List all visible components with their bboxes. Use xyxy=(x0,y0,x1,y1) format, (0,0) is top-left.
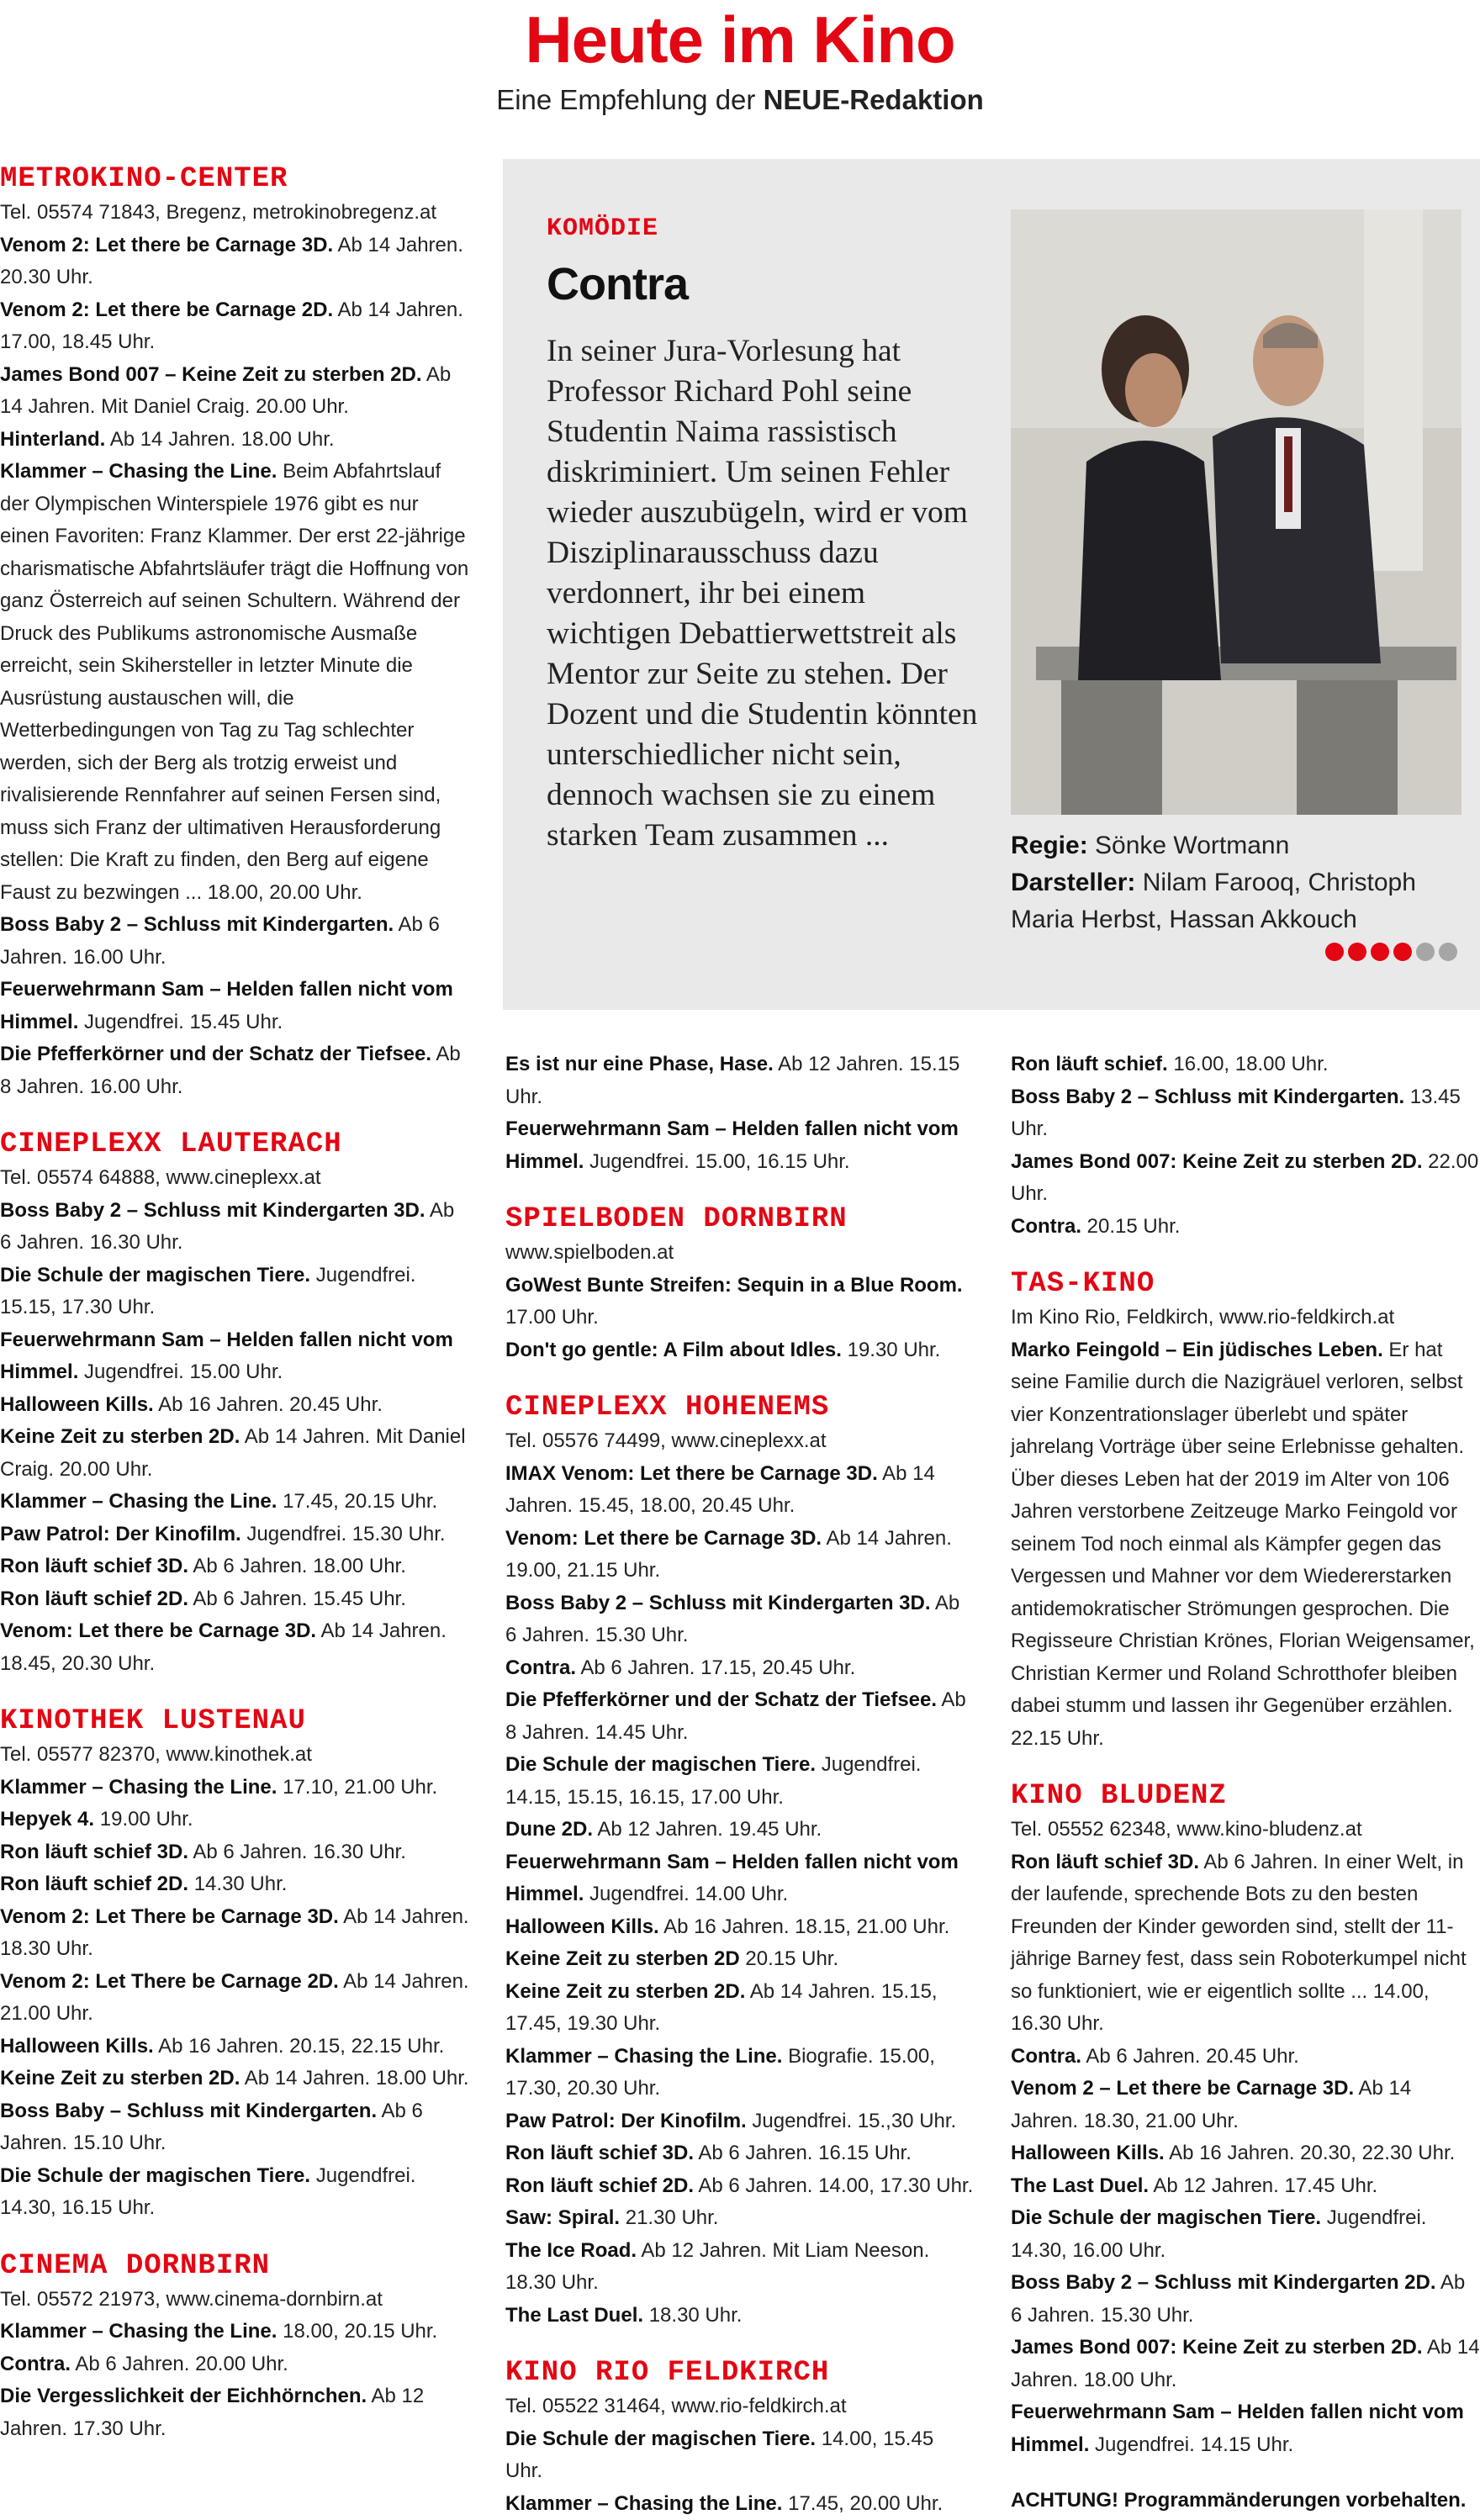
showtime-list xyxy=(1011,1846,1480,2462)
film-details: Ab 6 Jahren. 18.00 Uhr. xyxy=(188,1555,406,1577)
showtime-entry xyxy=(0,1966,469,2031)
showtime-entry xyxy=(0,2380,469,2445)
director-name: Sönke Wortmann xyxy=(1095,832,1289,859)
film-title: Paw Patrol: Der Kinofilm. xyxy=(0,1523,241,1545)
film-title: Die Pfefferkörner und der Schatz der Tiefsee. xyxy=(505,1688,937,1711)
showtime-list xyxy=(505,2423,975,2520)
rating-dot-filled xyxy=(1393,943,1412,961)
film-title: Die Schule der magischen Tiere. xyxy=(0,2164,310,2187)
film-details: Ab 14 Jahren. 18.00 Uhr. xyxy=(1011,2336,1480,2391)
cinema-contact: Tel. 05572 21973, www.cinema-dornbirn.at xyxy=(0,2284,469,2317)
film-title: The Last Duel. xyxy=(505,2304,643,2327)
feature-recommendation xyxy=(503,159,1480,1010)
film-details: Ab 12 Jahren. 19.45 Uhr. xyxy=(593,1818,822,1841)
showtime-entry xyxy=(505,1911,975,1944)
film-still-photo xyxy=(1011,209,1462,815)
film-details: Ab 8 Jahren. 16.00 Uhr. xyxy=(0,1043,461,1098)
showtime-entry xyxy=(0,2348,469,2381)
cinema-tas-kino xyxy=(1011,1266,1480,1755)
footer-notice-text: ACHTUNG! Programmänderungen vorbehalten. xyxy=(1011,2489,1466,2512)
film-title: Ron läuft schief 2D. xyxy=(0,1873,188,1895)
cinema-continued-list xyxy=(1011,1049,1480,1243)
showtime-entry xyxy=(0,1868,469,1901)
film-details: Ab 6 Jahren. 16.00 Uhr. xyxy=(0,913,440,969)
feature-film-title: Contra xyxy=(547,258,688,310)
film-title: Ron läuft schief. xyxy=(1011,1053,1168,1075)
showtime-entry xyxy=(1011,2170,1480,2203)
film-details: Jugendfrei. 14.30, 16.15 Uhr. xyxy=(0,2164,415,2220)
cast-label: Darsteller: xyxy=(1011,869,1135,896)
film-title: Die Vergesslichkeit der Eichhörnchen. xyxy=(0,2385,367,2407)
film-details: Ab 14 Jahren. 18.45, 20.30 Uhr. xyxy=(0,1619,447,1675)
film-title: Dune 2D. xyxy=(505,1818,593,1841)
showtime-entry xyxy=(505,2423,975,2488)
film-title: Venom 2 – Let there be Carnage 3D. xyxy=(1011,2077,1354,2100)
film-title: Keine Zeit zu sterben 2D xyxy=(505,1947,740,1970)
film-title: Die Schule der magischen Tiere. xyxy=(505,1753,816,1776)
showtime-entry xyxy=(505,1588,975,1652)
cinema-contact: Tel. 05552 62348, www.kino-bludenz.at xyxy=(1011,1814,1480,1846)
film-details: Ab 6 Jahren. 15.30 Uhr. xyxy=(1011,2271,1465,2327)
film-title: Boss Baby 2 – Schluss mit Kindergarten 3D. xyxy=(0,1199,426,1222)
showtime-list xyxy=(0,230,469,1104)
showtime-entry xyxy=(505,1113,975,1178)
film-details: Ab 14 Jahren. 21.00 Uhr. xyxy=(0,1970,469,2026)
film-title: Ron läuft schief 3D. xyxy=(1011,1851,1199,1873)
showtime-entry xyxy=(0,1195,469,1260)
cinema-name: KINOTHEK LUSTENAU xyxy=(0,1704,469,1739)
cinema-kino-bludenz xyxy=(1011,1778,1480,2461)
showtime-entry xyxy=(1011,2332,1480,2396)
cinema-spielboden-dornbirn xyxy=(505,1202,975,1366)
film-details: Ab 14 Jahren. 15.45, 18.00, 20.45 Uhr. xyxy=(505,1462,935,1518)
film-details: Jugendfrei. 15.45 Uhr. xyxy=(78,1011,283,1033)
showtime-entry xyxy=(0,1519,469,1551)
showtime-entry xyxy=(0,1260,469,1324)
film-details: Ab 6 Jahren. In einer Welt, in der laufende, sprechende Bots zu den besten Freunden der Kinder geworden sind, stellt der 11-jährige Barney fest, dass sein Roboterkumpel nicht so funktioniert, wie er eigentlich sollte ... 14.00, 16.30 Uhr. xyxy=(1011,1851,1467,2036)
page-subtitle xyxy=(0,84,1480,116)
film-title: Halloween Kills. xyxy=(1011,2142,1165,2164)
film-details: 19.30 Uhr. xyxy=(842,1339,940,1361)
cinema-name: CINEPLEXX HOHENEMS xyxy=(505,1390,975,1425)
showtime-entry xyxy=(505,1049,975,1113)
film-details: Ab 16 Jahren. 20.45 Uhr. xyxy=(154,1393,383,1416)
showtime-entry xyxy=(505,1684,975,1749)
showtime-entry xyxy=(505,1814,975,1846)
showtime-entry xyxy=(505,2137,975,2170)
cinema-contact: Im Kino Rio, Feldkirch, www.rio-feldkirch.at xyxy=(1011,1302,1480,1334)
film-details: Ab 16 Jahren. 20.15, 22.15 Uhr. xyxy=(154,2035,445,2058)
showtime-list xyxy=(505,1270,975,1367)
film-details: Ab 6 Jahren. 15.30 Uhr. xyxy=(505,1592,959,1647)
cinema-kinothek-lustenau xyxy=(0,1704,469,2225)
film-title: Feuerwehrmann Sam – Helden fallen nicht vom Himmel. xyxy=(1011,2401,1464,2456)
showtime-list xyxy=(0,1195,469,1681)
showtime-entry xyxy=(0,1772,469,1804)
film-title: Ron läuft schief 3D. xyxy=(0,1841,188,1863)
showtime-entry xyxy=(1011,1146,1480,1211)
cinema-contact: Tel. 05574 64888, www.cineplexx.at xyxy=(0,1162,469,1195)
film-details: Beim Abfahrtslauf der Olympischen Winterspiele 1976 gibt es nur einen Favoriten: Franz Klammer. Der erst 22-jährige charismatische Abfahrtsläufer trägt die Hoffnung von ganz Österreich auf seinen Schultern. Während der Druck des Publikums astronomische Ausmaße erreicht, sein Skihersteller in letzter Minute die Ausrüstung austauschen will, die Wetterbedingungen von Tag zu Tag schlechter werden, sich der Berg als trotzig erweist und rivalisierende Rennfahrer auf seinen Fersen sind, muss sich Franz der ultimativen Herausforderung stellen: Die Kraft zu finden, den Berg auf eigene Faust zu bezwingen ... 18.00, 20.00 Uhr. xyxy=(0,460,468,904)
cinema-name: TAS-KINO xyxy=(1011,1266,1480,1302)
showtime-entry xyxy=(0,1836,469,1869)
cinema-name: CINEMA DORNBIRN xyxy=(0,2248,469,2284)
film-title: James Bond 007: Keine Zeit zu sterben 2D. xyxy=(1011,1150,1422,1173)
film-details: Jugendfrei. 14.30, 16.00 Uhr. xyxy=(1011,2206,1426,2262)
film-title: Boss Baby 2 – Schluss mit Kindergarten. xyxy=(0,913,394,936)
film-title: Marko Feingold – Ein jüdisches Leben. xyxy=(1011,1339,1383,1361)
film-details: Ab 14 Jahren. 18.30, 21.00 Uhr. xyxy=(1011,2077,1411,2132)
rating-dot-empty xyxy=(1439,943,1457,961)
film-details: 14.00, 15.45 Uhr. xyxy=(505,2428,933,2483)
showtime-entry xyxy=(0,1551,469,1583)
subtitle-prefix: Eine Empfehlung der xyxy=(496,84,755,115)
film-details: 13.45 Uhr. xyxy=(1011,1086,1461,1141)
feature-synopsis: In seiner Jura-Vorlesung hat Professor Richard Pohl seine Studentin Naima rassistisch diskriminiert. Um seinen Fehler wieder auszubügeln, wird er vom Disziplinarausschuss dazu verdonnert, ihr bei einem wichtigen Debattierwettstreit als Mentor zur Seite zu stehen. Der Dozent und die Studentin könnten unterschiedlicher nicht sein, dennoch wachsen sie zu einem starken Team zusammen ... xyxy=(547,331,984,856)
showtime-entry xyxy=(0,359,469,424)
showtime-entry xyxy=(0,2063,469,2095)
showtime-entry xyxy=(1011,1334,1480,1756)
film-title: Klammer – Chasing the Line. xyxy=(0,1776,277,1799)
showtime-list xyxy=(505,1049,975,1178)
film-title: Es ist nur eine Phase, Hase. xyxy=(505,1053,774,1075)
showtime-entry xyxy=(1011,2202,1480,2267)
film-details: Ab 14 Jahren. 15.15, 17.45, 19.30 Uhr. xyxy=(505,1980,938,2036)
showtime-entry xyxy=(0,2316,469,2348)
film-details: 17.00 Uhr. xyxy=(505,1306,599,1329)
showtime-entry xyxy=(505,1943,975,1976)
film-details: 17.45, 20.00 Uhr. xyxy=(782,2492,943,2515)
film-title: Klammer – Chasing the Line. xyxy=(0,2320,277,2343)
rating-dot-filled xyxy=(1371,943,1389,961)
subtitle-brand: NEUE-Redaktion xyxy=(764,84,984,115)
film-title: Keine Zeit zu sterben 2D. xyxy=(0,1425,240,1448)
showtime-entry xyxy=(1011,2137,1480,2170)
film-title: Boss Baby 2 – Schluss mit Kindergarten 2D. xyxy=(1011,2271,1436,2294)
film-details: Er hat seine Familie durch die Nazigräuel verloren, selbst vier Konzentrationslager überlebt und später jahrelang Vorträge über seine Erlebnisse gehalten. Über dieses Leben hat der 2019 im Alter von 106 Jahren verstorbene Zeitzeuge Marko Feingold vor seinem Tod noch einmal als Kämpfer gegen das Vergessen und Mahner vor dem Wiedererstarken antidemokratischer Strömungen gesprochen. Die Regisseure Christian Krönes, Florian Weigensamer, Christian Kermer und Roland Schrotthofer bleiben dabei stumm und lassen ihr Gegenüber erzählen. 22.15 Uhr. xyxy=(1011,1339,1475,1750)
showtime-entry xyxy=(0,1901,469,1966)
showtime-entry xyxy=(1011,1211,1480,1244)
showtime-entry xyxy=(0,456,469,909)
film-details: Ab 12 Jahren. 17.45 Uhr. xyxy=(1149,2174,1377,2197)
film-title: Venom 2: Let There be Carnage 2D. xyxy=(0,1970,339,1993)
column-3 xyxy=(1011,1049,1480,2517)
film-details: Ab 6 Jahren. 20.45 Uhr. xyxy=(1081,2045,1299,2068)
film-title: Feuerwehrmann Sam – Helden fallen nicht vom Himmel. xyxy=(505,1117,959,1173)
showtime-entry xyxy=(0,1389,469,1422)
cinema-name: CINEPLEXX LAUTERACH xyxy=(0,1127,469,1162)
film-details: 18.30 Uhr. xyxy=(643,2304,742,2327)
film-details: Ab 8 Jahren. 14.45 Uhr. xyxy=(505,1688,966,1744)
film-details: 17.10, 21.00 Uhr. xyxy=(277,1776,437,1799)
cinema-contact: Tel. 05574 71843, Bregenz, metrokinobregenz.at xyxy=(0,197,469,230)
film-details: Biografie. 15.00, 17.30, 20.30 Uhr. xyxy=(505,2045,935,2100)
showtime-entry xyxy=(1011,1049,1480,1081)
showtime-entry xyxy=(505,1270,975,1334)
film-title: Klammer – Chasing the Line. xyxy=(505,2045,782,2068)
film-details: Ab 6 Jahren. 20.00 Uhr. xyxy=(71,2353,288,2375)
film-title: Ron läuft schief 3D. xyxy=(0,1555,188,1577)
film-details: Ab 6 Jahren. 14.00, 17.30 Uhr. xyxy=(694,2174,973,2197)
rating-dot-empty xyxy=(1416,943,1435,961)
film-title: Venom: Let there be Carnage 3D. xyxy=(505,1527,822,1550)
showtime-entry xyxy=(1011,2073,1480,2137)
cinema-name: METROKINO-CENTER xyxy=(0,161,469,197)
showtime-entry xyxy=(505,2105,975,2138)
showtime-entry xyxy=(505,2170,975,2203)
film-title: Feuerwehrmann Sam – Helden fallen nicht vom Himmel. xyxy=(0,1329,453,1384)
showtime-list xyxy=(1011,1049,1480,1243)
film-details: 14.30 Uhr. xyxy=(188,1873,287,1895)
film-details: Ab 14 Jahren. 18.30 Uhr. xyxy=(0,1905,469,1961)
showtime-list xyxy=(0,1772,469,2225)
film-details: Jugendfrei. 15.30 Uhr. xyxy=(241,1523,446,1545)
cast-names: Nilam Farooq, Christoph Maria Herbst, Hassan Akkouch xyxy=(1011,869,1416,933)
feature-genre: KOMÖDIE xyxy=(547,214,658,243)
cinema-kino-rio-feldkirch xyxy=(505,2355,975,2520)
page-title: Heute im Kino xyxy=(0,2,1480,78)
film-title: Contra. xyxy=(1011,2045,1081,2068)
film-title: Venom: Let there be Carnage 3D. xyxy=(0,1619,316,1642)
rating-dot-filled xyxy=(1325,943,1344,961)
showtime-entry xyxy=(505,1749,975,1814)
film-details: Ab 6 Jahren. 16.15 Uhr. xyxy=(694,2142,912,2164)
film-title: Hinterland. xyxy=(0,428,105,451)
film-details: Ab 16 Jahren. 20.30, 22.30 Uhr. xyxy=(1165,2142,1456,2164)
film-details: Ab 6 Jahren. 15.10 Uhr. xyxy=(0,2100,423,2155)
film-details: Jugendfrei. 15.00, 16.15 Uhr. xyxy=(584,1150,849,1173)
film-title: Die Pfefferkörner und der Schatz der Tiefsee. xyxy=(0,1043,431,1065)
showtime-entry xyxy=(505,1523,975,1588)
showtime-entry xyxy=(0,1804,469,1836)
film-details: Ab 12 Jahren. Mit Liam Neeson. 18.30 Uhr. xyxy=(505,2239,929,2295)
film-details: 18.00, 20.15 Uhr. xyxy=(277,2320,437,2343)
director-label: Regie: xyxy=(1011,832,1088,859)
film-title: Contra. xyxy=(0,2353,71,2375)
film-title: Paw Patrol: Der Kinofilm. xyxy=(505,2110,747,2132)
showtime-entry xyxy=(0,1038,469,1103)
cinema-cinema-dornbirn xyxy=(0,2248,469,2446)
film-title: Venom 2: Let there be Carnage 2D. xyxy=(0,298,333,321)
film-title: GoWest Bunte Streifen: Sequin in a Blue Room. xyxy=(505,1274,963,1297)
film-details: Ab 6 Jahren. 17.15, 20.45 Uhr. xyxy=(576,1656,855,1679)
showtime-entry xyxy=(0,1615,469,1680)
showtime-entry xyxy=(0,294,469,359)
cast-line xyxy=(1011,864,1465,938)
film-details: Ab 14 Jahren. Mit Daniel Craig. 20.00 Uhr. xyxy=(0,1425,466,1481)
film-details: 20.15 Uhr. xyxy=(1081,1215,1180,1238)
cinema-contact: Tel. 05522 31464, www.rio-feldkirch.at xyxy=(505,2391,975,2423)
film-title: Keine Zeit zu sterben 2D. xyxy=(505,1980,745,2003)
showtime-entry xyxy=(505,2300,975,2332)
showtime-entry xyxy=(1011,1846,1480,2041)
film-details: Ab 6 Jahren. 16.30 Uhr. xyxy=(0,1199,454,1255)
film-still-illustration xyxy=(1011,209,1462,815)
showtime-entry xyxy=(505,1334,975,1367)
film-details: Jugendfrei. 14.00 Uhr. xyxy=(584,1883,788,1905)
showtime-entry xyxy=(1011,2396,1480,2461)
showtime-entry xyxy=(0,909,469,974)
showtime-entry xyxy=(0,974,469,1038)
film-details: Ab 6 Jahren. 15.45 Uhr. xyxy=(188,1588,406,1610)
film-title: Die Schule der magischen Tiere. xyxy=(505,2428,816,2450)
cinema-contact: Tel. 05577 82370, www.kinothek.at xyxy=(0,1739,469,1772)
showtime-list xyxy=(1011,1334,1480,1756)
showtime-entry xyxy=(1011,2267,1480,2332)
film-details: 20.15 Uhr. xyxy=(740,1947,838,1970)
film-details: Ab 14 Jahren. 18.00 Uhr. xyxy=(105,428,334,451)
cinema-cineplexx-lauterach xyxy=(0,1127,469,1680)
film-title: James Bond 007: Keine Zeit zu sterben 2D. xyxy=(1011,2336,1422,2359)
film-title: Klammer – Chasing the Line. xyxy=(505,2492,782,2515)
film-details: Jugendfrei. 15.,30 Uhr. xyxy=(747,2110,957,2132)
showtime-entry xyxy=(0,2095,469,2160)
film-title: Feuerwehrmann Sam – Helden fallen nicht vom Himmel. xyxy=(505,1851,959,1906)
rating-dots xyxy=(1325,943,1462,963)
film-details: Ab 12 Jahren. 15.15 Uhr. xyxy=(505,1053,959,1108)
film-title: Halloween Kills. xyxy=(505,1915,659,1938)
showtime-entry xyxy=(505,2488,975,2520)
showtime-entry xyxy=(0,230,469,294)
film-title: Ron läuft schief 2D. xyxy=(505,2174,694,2197)
cinema-name: KINO BLUDENZ xyxy=(1011,1778,1480,1814)
showtime-list xyxy=(0,2316,469,2445)
film-title: Klammer – Chasing the Line. xyxy=(0,1490,277,1513)
rating-dot-filled xyxy=(1348,943,1366,961)
director-line xyxy=(1011,827,1465,864)
film-details: Ab 16 Jahren. 18.15, 21.00 Uhr. xyxy=(659,1915,950,1938)
film-title: IMAX Venom: Let there be Carnage 3D. xyxy=(505,1462,878,1485)
showtime-entry xyxy=(0,424,469,457)
film-title: Halloween Kills. xyxy=(0,2035,154,2058)
cinema-metrokino xyxy=(0,161,469,1103)
cinema-name: SPIELBODEN DORNBIRN xyxy=(505,1202,975,1237)
showtime-entry xyxy=(0,1583,469,1616)
showtime-entry xyxy=(505,1846,975,1911)
film-title: Contra. xyxy=(1011,1215,1081,1238)
film-title: Venom 2: Let there be Carnage 3D. xyxy=(0,234,333,256)
film-title: The Last Duel. xyxy=(1011,2174,1149,2197)
film-details: Ab 14 Jahren. 17.00, 18.45 Uhr. xyxy=(0,298,463,354)
film-details: 17.45, 20.15 Uhr. xyxy=(277,1490,437,1513)
showtime-entry xyxy=(505,1458,975,1523)
column-2 xyxy=(505,1049,975,2520)
film-title: Halloween Kills. xyxy=(0,1393,154,1416)
film-title: Venom 2: Let There be Carnage 3D. xyxy=(0,1905,339,1928)
showtime-entry xyxy=(1011,1081,1480,1146)
film-title: Ron läuft schief 3D. xyxy=(505,2142,694,2164)
film-details: Jugendfrei. 15.00 Uhr. xyxy=(78,1360,283,1383)
cinema-contact: www.spielboden.at xyxy=(505,1237,975,1270)
film-title: Hepyek 4. xyxy=(0,1808,94,1831)
showtime-entry xyxy=(0,2160,469,2225)
showtime-entry xyxy=(505,2041,975,2105)
film-details: Jugendfrei. 14.15, 15.15, 16.15, 17.00 Uhr. xyxy=(505,1753,921,1809)
film-details: Ab 6 Jahren. 16.30 Uhr. xyxy=(188,1841,406,1863)
film-details: 21.30 Uhr. xyxy=(620,2206,718,2229)
film-details: Ab 14 Jahren. 19.00, 21.15 Uhr. xyxy=(505,1527,952,1582)
cinema-contact: Tel. 05576 74499, www.cineplexx.at xyxy=(505,1425,975,1458)
film-title: Saw: Spiral. xyxy=(505,2206,620,2229)
film-title: James Bond 007 – Keine Zeit zu sterben 2D. xyxy=(0,363,422,386)
film-title: The Ice Road. xyxy=(505,2239,637,2262)
film-title: Boss Baby – Schluss mit Kindergarten. xyxy=(0,2100,377,2122)
film-details: 22.00 Uhr. xyxy=(1011,1150,1478,1206)
film-details: Ab 12 Jahren. 17.30 Uhr. xyxy=(0,2385,424,2440)
showtime-entry xyxy=(505,2202,975,2235)
showtime-entry xyxy=(505,1652,975,1685)
film-details: Jugendfrei. 14.15 Uhr. xyxy=(1089,2433,1293,2456)
film-details: Jugendfrei. 15.15, 17.30 Uhr. xyxy=(0,1264,415,1319)
film-title: Keine Zeit zu sterben 2D. xyxy=(0,2067,240,2089)
showtime-entry xyxy=(505,2235,975,2300)
film-details: Ab 14 Jahren. 20.30 Uhr. xyxy=(0,234,463,289)
film-title: Klammer – Chasing the Line. xyxy=(0,460,277,483)
film-details: Ab 14 Jahren. Mit Daniel Craig. 20.00 Uhr. xyxy=(0,363,451,419)
cinema-name: KINO RIO FELDKIRCH xyxy=(505,2355,975,2391)
cinema-continued-list xyxy=(505,1049,975,1178)
film-details: Ab 14 Jahren. 18.00 Uhr. xyxy=(240,2067,468,2089)
showtime-entry xyxy=(0,1324,469,1389)
film-title: Boss Baby 2 – Schluss mit Kindergarten. xyxy=(1011,1086,1404,1108)
column-1 xyxy=(0,161,469,2445)
showtime-list xyxy=(505,1458,975,2332)
showtime-entry xyxy=(0,2031,469,2063)
footer-notice xyxy=(1011,2485,1480,2517)
showtime-entry xyxy=(0,1486,469,1519)
film-title: Contra. xyxy=(505,1656,576,1679)
film-title: Ron läuft schief 2D. xyxy=(0,1588,188,1610)
film-title: Die Schule der magischen Tiere. xyxy=(0,1264,310,1286)
showtime-entry xyxy=(505,1976,975,2041)
film-details: 19.00 Uhr. xyxy=(94,1808,193,1831)
film-title: Don't go gentle: A Film about Idles. xyxy=(505,1339,842,1361)
showtime-entry xyxy=(1011,2041,1480,2074)
film-title: Boss Baby 2 – Schluss mit Kindergarten 3D. xyxy=(505,1592,931,1614)
showtime-entry xyxy=(0,1421,469,1486)
film-title: Die Schule der magischen Tiere. xyxy=(1011,2206,1321,2229)
film-details: 16.00, 18.00 Uhr. xyxy=(1168,1053,1329,1075)
cinema-cineplexx-hohenems xyxy=(505,1390,975,2332)
film-title: Feuerwehrmann Sam – Helden fallen nicht vom Himmel. xyxy=(0,978,453,1033)
feature-credits xyxy=(1011,827,1465,938)
